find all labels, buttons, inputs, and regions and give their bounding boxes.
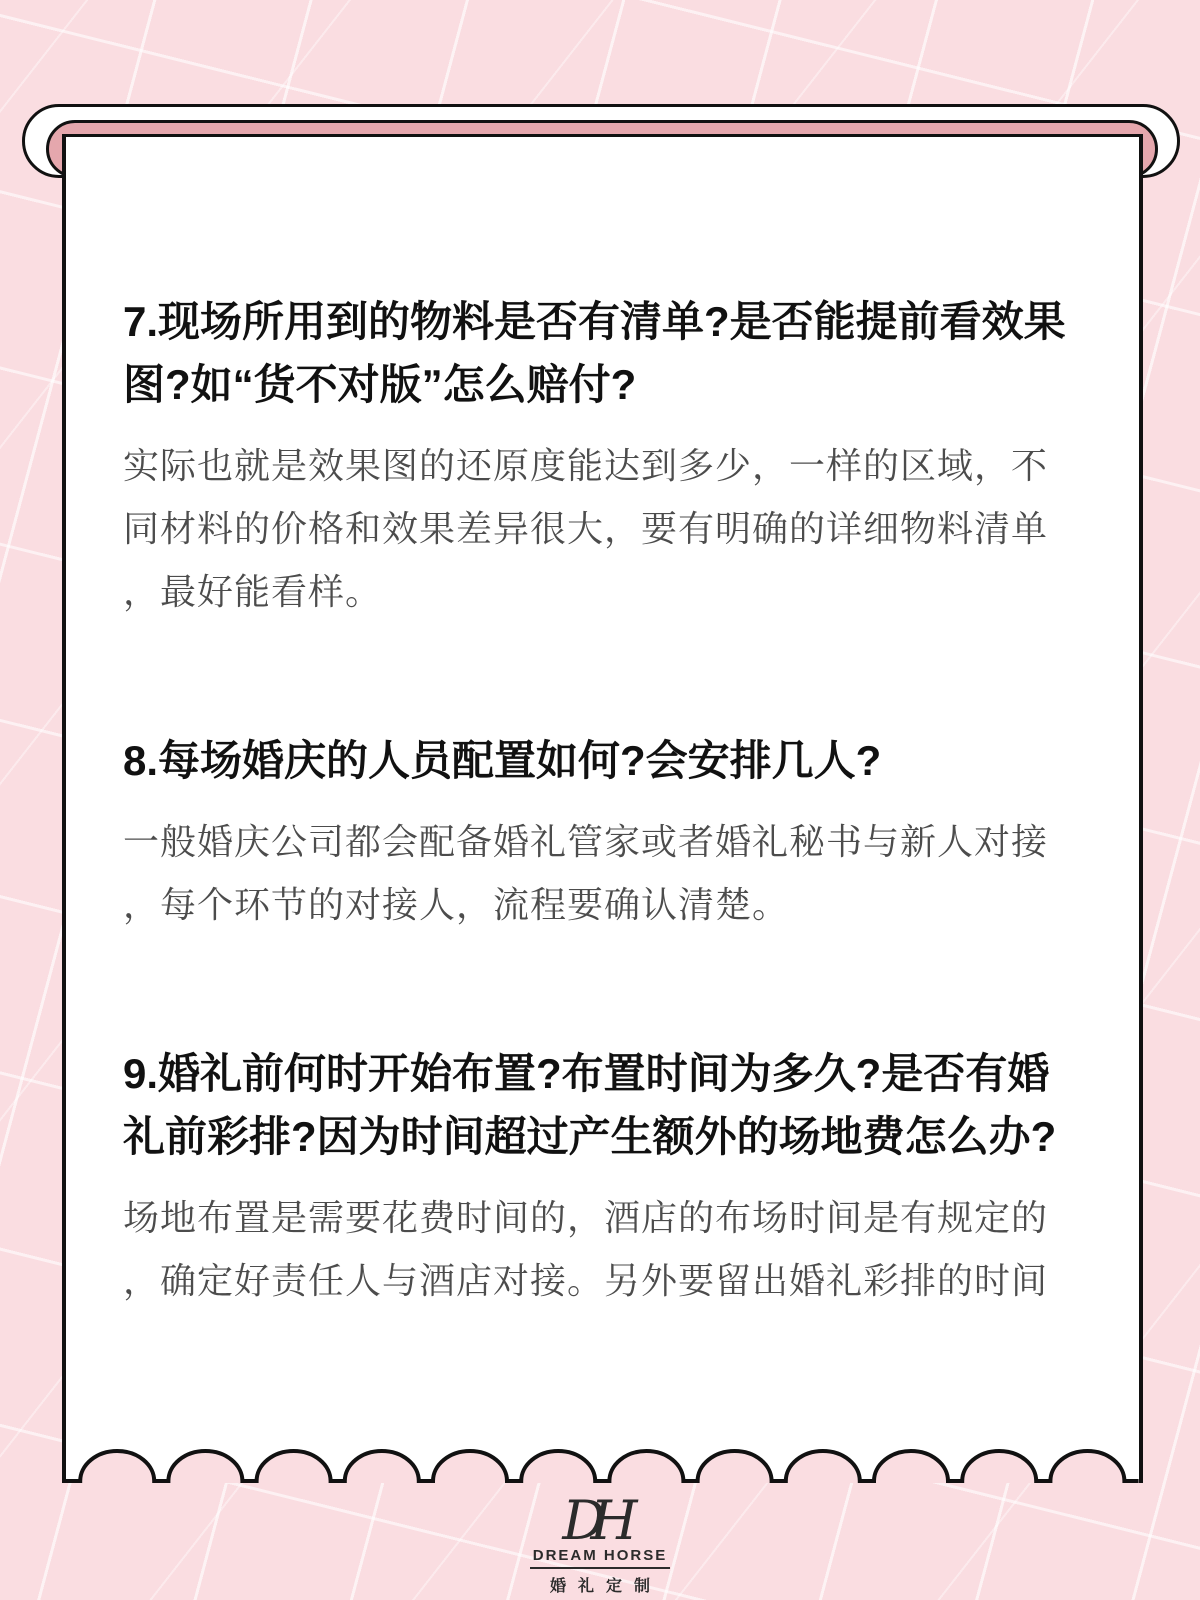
answer-line: 场地布置是需要花费时间的，酒店的布场时间是有规定的 xyxy=(123,1197,1049,1238)
question-text xyxy=(123,290,1089,416)
answer-line: 同材料的价格和效果差异很大，要有明确的详细物料清单 xyxy=(123,508,1049,549)
dream-horse-monogram: DH xyxy=(562,1489,623,1552)
answer-line: ，每个环节的对接人，流程要确认清楚。 xyxy=(123,884,790,925)
answer-text xyxy=(123,434,1089,623)
answer-text xyxy=(123,1186,1089,1312)
question-text xyxy=(123,729,1089,792)
question-line: 图?如“货不对版”怎么赔付? xyxy=(123,361,637,408)
paper-card xyxy=(62,134,1143,1483)
scalloped-edge xyxy=(66,1443,1139,1483)
question-line: 8.每场婚庆的人员配置如何?会安排几人? xyxy=(123,737,882,784)
qa-section xyxy=(123,1042,1089,1312)
question-text xyxy=(123,1042,1089,1168)
answer-line: 一般婚庆公司都会配备婚礼管家或者婚礼秘书与新人对接 xyxy=(123,821,1049,862)
brand-name: DREAM HORSE xyxy=(530,1547,671,1569)
answer-line: 实际也就是效果图的还原度能达到多少，一样的区域，不 xyxy=(123,445,1049,486)
answer-text xyxy=(123,810,1089,936)
question-line: 7.现场所用到的物料是否有清单?是否能提前看效果 xyxy=(123,298,1066,345)
qa-list xyxy=(66,137,1139,1312)
answer-line: ，最好能看样。 xyxy=(123,571,383,612)
question-line: 9.婚礼前何时开始布置?布置时间为多久?是否有婚 xyxy=(123,1050,1050,1097)
answer-line: ，确定好责任人与酒店对接。另外要留出婚礼彩排的时间 xyxy=(123,1260,1049,1301)
question-line: 礼前彩排?因为时间超过产生额外的场地费怎么办? xyxy=(123,1113,1057,1160)
brand-logo xyxy=(0,1489,1200,1596)
qa-section xyxy=(123,729,1089,936)
brand-subtitle: 婚礼定制 xyxy=(549,1578,662,1595)
qa-section xyxy=(123,290,1089,623)
